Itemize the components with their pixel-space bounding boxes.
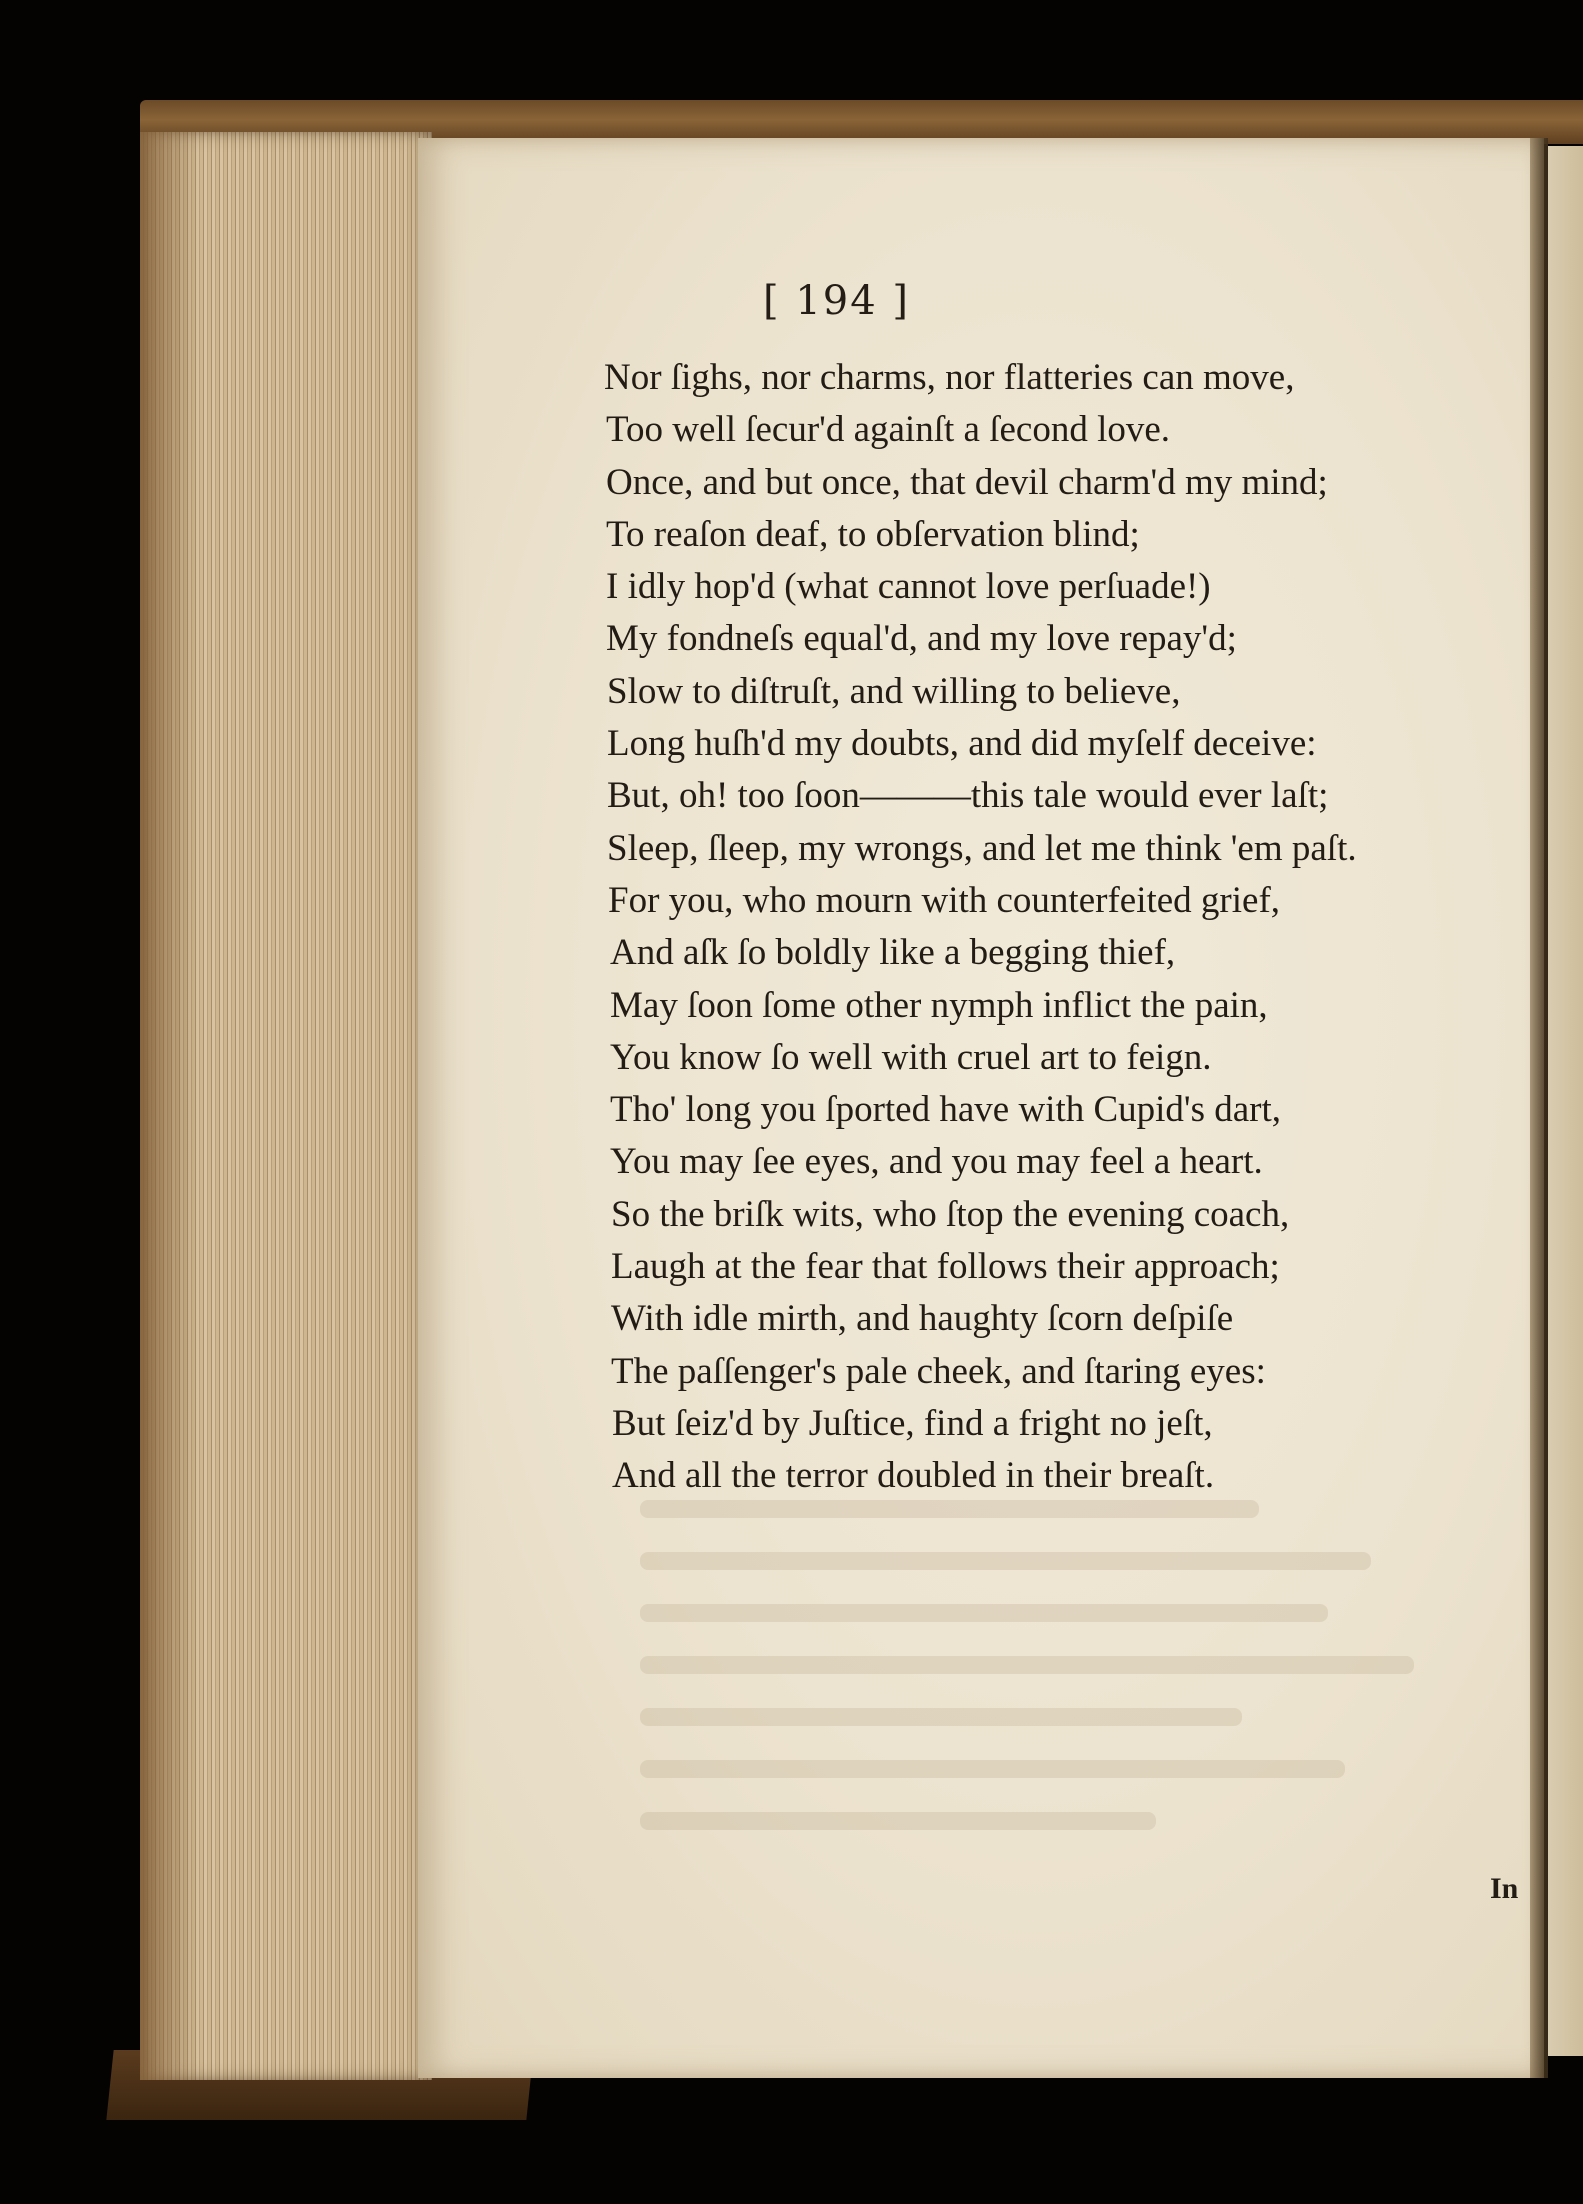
poem-line: You may ſee eyes, and you may feel a heart.: [610, 1141, 1263, 1183]
page-number: [ 194 ]: [763, 278, 910, 324]
facing-page-edge: [1548, 146, 1583, 2056]
poem-line: For you, who mourn with counterfeited grief,: [608, 879, 1281, 921]
poem-line: But, oh! too ſoon———this tale would ever laſt;: [607, 775, 1329, 817]
catchword: In: [1490, 1872, 1519, 1905]
poem-line: May ſoon ſome other nymph inflict the pain,: [610, 984, 1268, 1026]
poem-line: So the briſk wits, who ſtop the evening coach,: [611, 1193, 1290, 1235]
page-stack-shadow: [140, 132, 200, 2080]
poem-line: Long huſh'd my doubts, and did myſelf deceive:: [607, 723, 1317, 765]
poem-text: [604, 352, 1484, 1503]
poem-line: Laugh at the fear that follows their approach;: [611, 1246, 1280, 1288]
poem-line: My fondneſs equal'd, and my love repay'd;: [606, 618, 1237, 660]
poem-line: To reaſon deaf, to obſervation blind;: [606, 513, 1140, 555]
poem-line: Nor ſighs, nor charms, nor flatteries can move,: [604, 357, 1295, 398]
poem-line: You know ſo well with cruel art to feign.: [610, 1036, 1212, 1078]
poem-line: And all the terror doubled in their breaſt.: [612, 1455, 1215, 1497]
poem-line: Slow to diſtruſt, and willing to believe,: [607, 670, 1181, 712]
page-gutter: [1530, 138, 1548, 2078]
poem-line: Sleep, ſleep, my wrongs, and let me think 'em paſt.: [607, 827, 1357, 869]
poem-line: But ſeiz'd by Juſtice, find a fright no jeſt,: [612, 1402, 1213, 1444]
poem-line: With idle mirth, and haughty ſcorn deſpiſe: [611, 1298, 1234, 1340]
poem-line: I idly hop'd (what cannot love perſuade!): [606, 566, 1211, 608]
poem-line: Tho' long you ſported have with Cupid's dart,: [610, 1089, 1282, 1131]
poem-line: Too well ſecur'd againſt a ſecond love.: [606, 409, 1171, 451]
poem-line: And aſk ſo boldly like a begging thief,: [610, 932, 1176, 974]
poem-line: The paſſenger's pale cheek, and ſtaring eyes:: [611, 1350, 1266, 1392]
poem-line: Once, and but once, that devil charm'd my mind;: [606, 461, 1328, 503]
